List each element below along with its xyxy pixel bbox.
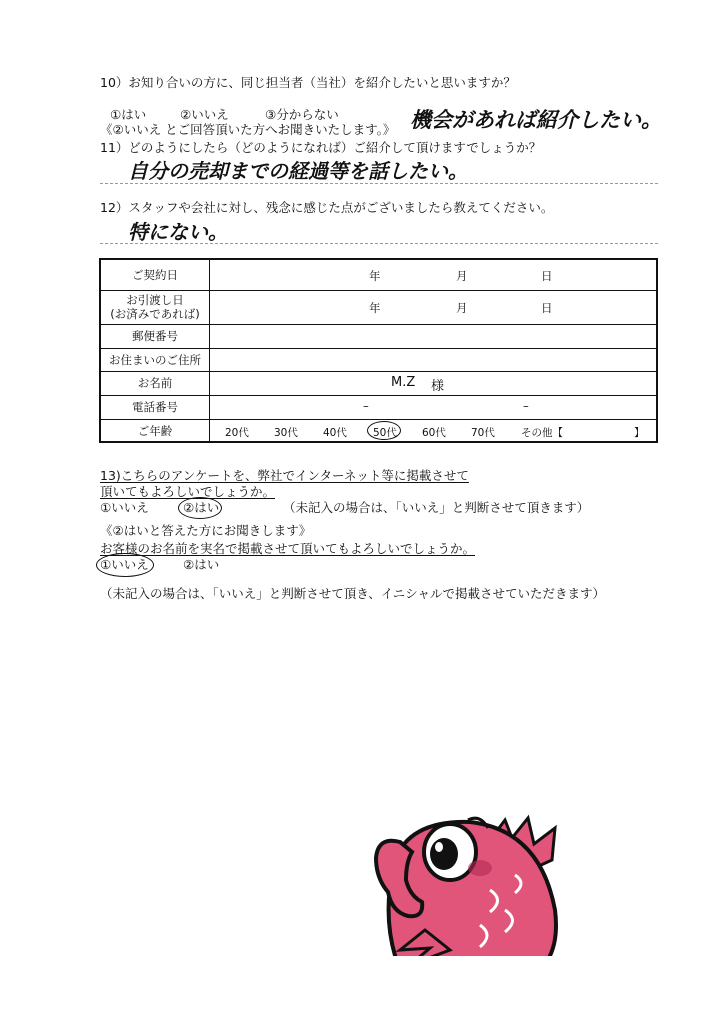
q12-question: 12）スタッフや会社に対し、残念に感じた点がございましたら教えてください。 [100, 200, 554, 215]
q13-followup: 《②はいと答えた方にお聞きします》 [100, 523, 312, 538]
q10-question: 10）お知り合いの方に、同じ担当者（当社）を紹介したいと思いますか？ [100, 75, 516, 90]
name-label: お名前 [101, 371, 210, 395]
fish-cheek [468, 860, 492, 876]
q13-sub-option-yes[interactable]: ②はい [183, 557, 220, 572]
q10-option-no[interactable]: ②いいえ [180, 107, 229, 122]
handover-month[interactable]: 月 [456, 301, 468, 315]
handover-day[interactable]: 日 [541, 301, 553, 315]
q13-sub-note: （未記入の場合は、「いいえ」と判断させて頂き、イニシャルで掲載させていただきます） [100, 586, 606, 601]
contract-date-label: ご契約日 [101, 260, 210, 290]
age-option-20s[interactable]: 20代 [225, 427, 249, 439]
q13-option-no[interactable]: ①いいえ [100, 500, 149, 515]
q10-option-unknown[interactable]: ③分からない [265, 107, 339, 122]
age-option-70s[interactable]: 70代 [471, 427, 495, 439]
name-honorific: 様 [431, 379, 445, 394]
age-label: ご年齢 [101, 419, 210, 443]
q13-selected-circle [178, 497, 222, 519]
postal-code-label: 郵便番号 [101, 324, 210, 348]
q13-sub-option-no[interactable]: ①いいえ [100, 557, 149, 572]
address-label: お住まいのご住所 [101, 348, 210, 371]
q13-note: （未記入の場合は、「いいえ」と判断させて頂きます） [283, 500, 590, 515]
q10-followup: 《②いいえ とご回答頂いた方へお聞きいたします。》 [100, 122, 396, 137]
handover-label-note: (お済みであれば) [110, 307, 200, 321]
handover-date-label [101, 290, 210, 324]
row-postal-code [101, 324, 656, 349]
row-address [101, 348, 656, 372]
q13-option-yes[interactable]: ②はい [183, 500, 220, 515]
q11-question: 11）どのようにしたら（どのようになれば）ご紹介して頂けますでしょうか？ [100, 140, 542, 155]
contract-day[interactable]: 日 [541, 269, 553, 283]
handover-year[interactable]: 年 [369, 301, 381, 315]
age-option-other-close: 】 [634, 427, 645, 439]
age-option-60s[interactable]: 60代 [422, 427, 446, 439]
sea-bream-mascot-illustration [340, 800, 570, 960]
phone-dash-1: – [363, 399, 369, 413]
contract-year[interactable]: 年 [369, 269, 381, 283]
handover-label-main: お引渡し日 [126, 293, 184, 307]
row-handover-date [101, 290, 656, 325]
q10-handwritten-answer: 機会があれば紹介したい。 [410, 107, 662, 132]
q13-sub-selected-circle [96, 553, 154, 577]
age-option-other[interactable]: その他【 [521, 427, 563, 439]
age-option-30s[interactable]: 30代 [274, 427, 298, 439]
contract-month[interactable]: 月 [456, 269, 468, 283]
q12-handwritten-answer: 特にない。 [128, 220, 228, 244]
phone-dash-2: – [523, 399, 529, 413]
row-contract-date [101, 260, 656, 291]
phone-label: 電話番号 [101, 395, 210, 419]
q13-question-line2: 頂いてもよろしいでしょうか。 [100, 484, 276, 499]
name-value[interactable]: M.Z [391, 375, 416, 390]
q13-question-line1: 13)こちらのアンケートを、弊社でインターネット等に掲載させて [100, 468, 469, 483]
fish-eye-highlight [435, 842, 443, 852]
q11-handwritten-answer: 自分の売却までの経過等を話したい。 [128, 159, 468, 183]
age-option-40s[interactable]: 40代 [323, 427, 347, 439]
customer-info-table [99, 258, 658, 443]
row-name [101, 371, 656, 396]
q13-sub-question: お客様のお名前を実名で掲載させて頂いてもよろしいでしょうか。 [100, 541, 476, 556]
q12-answer-line [100, 243, 658, 244]
row-age [101, 419, 656, 443]
row-phone [101, 395, 656, 420]
q10-option-yes[interactable]: ①はい [110, 107, 147, 122]
age-selected-circle [367, 421, 401, 440]
fish-pupil [430, 838, 458, 870]
age-option-50s[interactable]: 50代 [373, 427, 397, 439]
q11-answer-line [100, 183, 658, 184]
